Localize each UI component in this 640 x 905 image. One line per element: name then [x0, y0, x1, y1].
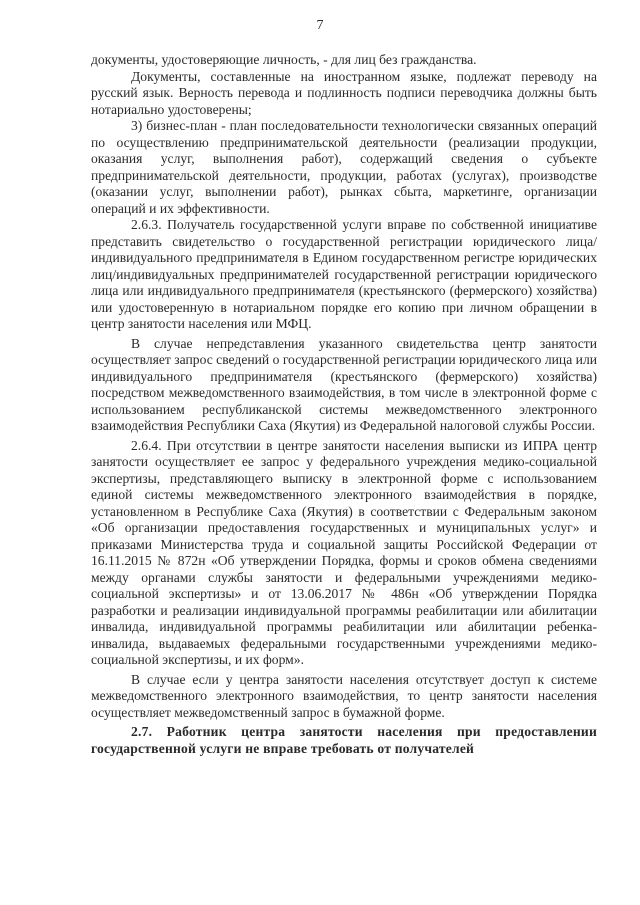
paragraph-2-7-heading: 2.7. Работник центра занятости населения при предоставлении государственной услуги не вправе требовать от получателей: [91, 724, 597, 756]
paragraph-non-submission: В случае непредставления указанного свидетельства центр занятости осуществляет запрос сведений о государственной регистрации юридического лица или индивидуального предпринимателя (крестьянского (фермерского) хозяйства) посредством межведомственного взаимодействия, в том числе в электронной форме с использованием республиканской системы межведомственного электронного взаимодействия Республики Саха (Якутия) из Федеральной налоговой службы России.: [91, 335, 597, 433]
paragraph-2-6-3: 2.6.3. Получатель государственной услуги вправе по собственной инициативе представить свидетельство о государственной регистрации юридического лица/индивидуального предпринимателя в Едином государственном регистре юридических лиц/индивидуальных предпринимателей государственной регистрации юридического лица или индивидуального предпринимателя (крестьянского (фермерского) хозяйства) или удостоверенную в нотариальном порядке его копию при личном обращении в центр занятости населения или МФЦ.: [91, 217, 597, 331]
paragraph-business-plan: 3) бизнес-план - план последовательности технологически связанных операций по осуществлению предпринимательской деятельности (реализации продукции, оказания услуг, выполнения работ), содержащий сведения о субъекте предпринимательской деятельности, продукции, работах (услугах), производстве (оказании услуг, выполнении работ), рынках сбыта, маркетинге, организации операций и их эффективности.: [91, 118, 597, 216]
page-number: 7: [316, 18, 324, 33]
document-body: [91, 52, 597, 757]
paragraph-statelessness-docs: документы, удостоверяющие личность, - для лиц без гражданства.: [91, 52, 477, 67]
paragraph-2-6-4: 2.6.4. При отсутствии в центре занятости населения выписки из ИПРА центр занятости осуществляет ее запрос у федерального учреждения медико-социальной экспертизы, представляющего выписку в электронной форме с использованием единой системы межведомственного электронного взаимодействия в порядке, установленном в Республике Саха (Якутия) в соответствии с Федеральным законом «Об организации предоставления государственных и муниципальных услуг» и приказами Министерства труда и социальной защиты Российской Федерации от 16.11.2015 № 872н «Об утверждении Порядка, формы и сроков обмена сведениями между органами службы занятости и федеральными учреждениями медико-социальной экспертизы» и от 13.06.2017 № 486н «Об утверждении Порядка разработки и реализации индивидуальной программы реабилитации или абилитации инвалида, индивидуальной программы реабилитации или абилитации ребенка-инвалида, выдаваемых федеральными государственными учреждениями медико-социальной экспертизы, и их форм».: [91, 437, 597, 667]
paragraph-foreign-docs: Документы, составленные на иностранном языке, подлежат переводу на русский язык. Верность перевода и подлинность подписи переводчика должны быть нотариально удостоверены;: [91, 68, 597, 117]
paragraph-paper-request: В случае если у центра занятости населения отсутствует доступ к системе межведомственного электронного взаимодействия, то центр занятости населения осуществляет межведомственный запрос в бумажной форме.: [91, 671, 597, 720]
